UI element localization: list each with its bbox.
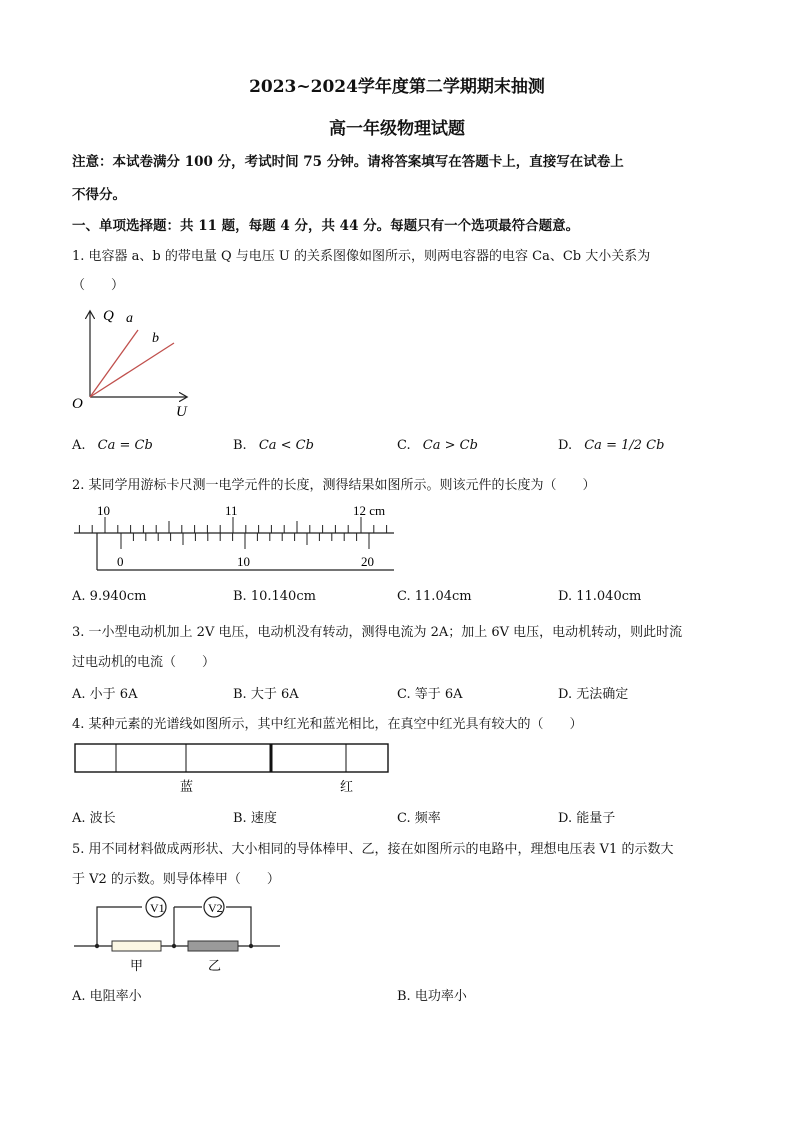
q1-qu-graph bbox=[66, 300, 196, 424]
q2-option-b[interactable] bbox=[233, 589, 316, 604]
main-scale-label: 11 bbox=[225, 503, 238, 518]
v1-label: V1 bbox=[150, 901, 165, 915]
section-heading: 一、单项选择题：共 11 题，每题 4 分，共 44 分。每题只有一个选项最符合题意。 bbox=[72, 218, 580, 234]
spectrum-box bbox=[75, 744, 388, 772]
junction-dot bbox=[172, 944, 176, 948]
q3-option-b-text: 大于 6A bbox=[250, 687, 299, 702]
q3-option-a-letter: A. bbox=[72, 687, 86, 702]
exam-subtitle: 高一年级物理试题 bbox=[329, 119, 465, 139]
q3-option-b[interactable] bbox=[233, 683, 299, 702]
line-a bbox=[90, 330, 138, 397]
q5-option-b-letter: B. bbox=[397, 989, 411, 1004]
vernier-label: 0 bbox=[117, 554, 124, 569]
line-b-label: b bbox=[152, 331, 159, 346]
q3-option-b-letter: B. bbox=[233, 687, 247, 702]
q1-option-c[interactable] bbox=[397, 438, 478, 453]
rod-yi-label: 乙 bbox=[208, 958, 222, 973]
line-b bbox=[90, 343, 174, 397]
blue-label: 蓝 bbox=[180, 779, 194, 794]
q2-option-d[interactable] bbox=[558, 589, 641, 604]
q4-stem: 4. 某种元素的光谱线如图所示，其中红光和蓝光相比，在真空中红光具有较大的（ ） bbox=[72, 717, 583, 732]
v2-label: V2 bbox=[208, 901, 223, 915]
red-label: 红 bbox=[340, 779, 354, 794]
vernier-caliper-figure bbox=[70, 500, 400, 575]
q4-option-a-letter: A. bbox=[72, 811, 86, 826]
circuit-figure bbox=[70, 892, 285, 976]
q5-stem-line-1: 5. 用不同材料做成两形状、大小相同的导体棒甲、乙，接在如图所示的电路中，理想电压表 V1 的示数大 bbox=[72, 842, 674, 857]
q3-option-d[interactable] bbox=[558, 683, 628, 702]
q4-option-c[interactable] bbox=[397, 807, 441, 826]
q1-option-b-letter: B. bbox=[233, 438, 247, 453]
q4-option-d-text: 能量子 bbox=[576, 811, 616, 826]
q5-option-a[interactable] bbox=[72, 985, 142, 1004]
q5-option-b-text: 电功率小 bbox=[414, 989, 467, 1004]
q1-stem-line-2: （ ） bbox=[72, 278, 125, 293]
q1-option-a[interactable] bbox=[72, 438, 153, 453]
q3-option-a[interactable] bbox=[72, 683, 137, 702]
q4-option-b-text: 速度 bbox=[250, 811, 277, 826]
q3-option-d-text: 无法确定 bbox=[576, 687, 629, 702]
q5-stem-line-2: 于 V2 的示数。则导体棒甲（ ） bbox=[72, 872, 280, 887]
junction-dot bbox=[95, 944, 99, 948]
q1-option-d-text: Ca = 1/2 Cb bbox=[584, 438, 665, 453]
q3-option-c[interactable] bbox=[397, 683, 463, 702]
q3-option-c-text: 等于 6A bbox=[414, 687, 463, 702]
junction-dot bbox=[249, 944, 253, 948]
q2-option-b-text: 10.140cm bbox=[250, 589, 316, 604]
q1-option-c-text: Ca > Cb bbox=[422, 438, 478, 453]
main-scale-label: 12 cm bbox=[353, 503, 386, 518]
u-axis-label: U bbox=[176, 404, 187, 420]
q4-option-d[interactable] bbox=[558, 807, 615, 826]
v1-left-wire bbox=[97, 907, 142, 946]
q2-option-c-letter: C. bbox=[397, 589, 411, 604]
rod-jia-label: 甲 bbox=[130, 958, 144, 973]
exam-title: 2023~2024学年度第二学期期末抽测 bbox=[249, 77, 545, 97]
q2-option-b-letter: B. bbox=[233, 589, 247, 604]
q1-option-c-letter: C. bbox=[397, 438, 411, 453]
q1-stem-line-1: 1. 电容器 a、b 的带电量 Q 与电压 U 的关系图像如图所示，则两电容器的电容 Ca、Cb 大小关系为 bbox=[72, 249, 651, 264]
q4-option-b-letter: B. bbox=[233, 811, 247, 826]
q2-option-a-letter: A. bbox=[72, 589, 86, 604]
q1-option-b[interactable] bbox=[233, 438, 314, 453]
main-scale-label: 10 bbox=[97, 503, 110, 518]
q2-option-a-text: 9.940cm bbox=[89, 589, 147, 604]
q4-option-d-letter: D. bbox=[558, 811, 573, 826]
line-a-label: a bbox=[126, 311, 133, 326]
q2-option-a[interactable] bbox=[72, 589, 147, 604]
q-axis-label: Q bbox=[103, 308, 114, 324]
q5-option-a-letter: A. bbox=[72, 989, 86, 1004]
origin-label: O bbox=[72, 396, 83, 412]
q2-option-c[interactable] bbox=[397, 589, 472, 604]
q1-option-d[interactable] bbox=[558, 438, 664, 453]
rod-jia bbox=[112, 941, 161, 951]
q1-option-a-letter: A. bbox=[72, 438, 86, 453]
q2-option-d-letter: D. bbox=[558, 589, 573, 604]
q2-stem: 2. 某同学用游标卡尺测一电学元件的长度，测得结果如图所示。则该元件的长度为（ ） bbox=[72, 478, 596, 493]
vernier-scale bbox=[97, 533, 394, 570]
q3-stem-line-1: 3. 一小型电动机加上 2V 电压，电动机没有转动，测得电流为 2A；加上 6V 电压，电动机转动，则此时流 bbox=[72, 625, 683, 640]
q4-option-c-text: 频率 bbox=[414, 811, 441, 826]
main-scale bbox=[74, 503, 394, 533]
q1-option-b-text: Ca < Cb bbox=[258, 438, 314, 453]
q5-option-b[interactable] bbox=[397, 985, 467, 1004]
vernier-label: 10 bbox=[237, 554, 250, 569]
vernier-label: 20 bbox=[361, 554, 374, 569]
q4-option-a-text: 波长 bbox=[89, 811, 116, 826]
q2-option-c-text: 11.04cm bbox=[414, 589, 472, 604]
q5-option-a-text: 电阻率小 bbox=[89, 989, 142, 1004]
q3-option-a-text: 小于 6A bbox=[89, 687, 138, 702]
notice-line-1: 注意：本试卷满分 100 分，考试时间 75 分钟。请将答案填写在答题卡上，直接写在试卷上 bbox=[72, 154, 624, 170]
q3-option-c-letter: C. bbox=[397, 687, 411, 702]
q1-option-a-text: Ca = Cb bbox=[97, 438, 153, 453]
q3-option-d-letter: D. bbox=[558, 687, 573, 702]
q4-option-a[interactable] bbox=[72, 807, 116, 826]
notice-line-2: 不得分。 bbox=[72, 187, 126, 203]
q4-option-c-letter: C. bbox=[397, 811, 411, 826]
v2-right-wire bbox=[226, 907, 251, 946]
q2-option-d-text: 11.040cm bbox=[576, 589, 642, 604]
q1-option-d-letter: D. bbox=[558, 438, 573, 453]
spectrum-figure bbox=[70, 740, 395, 798]
q4-option-b[interactable] bbox=[233, 807, 277, 826]
q3-stem-line-2: 过电动机的电流（ ） bbox=[72, 655, 216, 670]
rod-yi bbox=[188, 941, 238, 951]
